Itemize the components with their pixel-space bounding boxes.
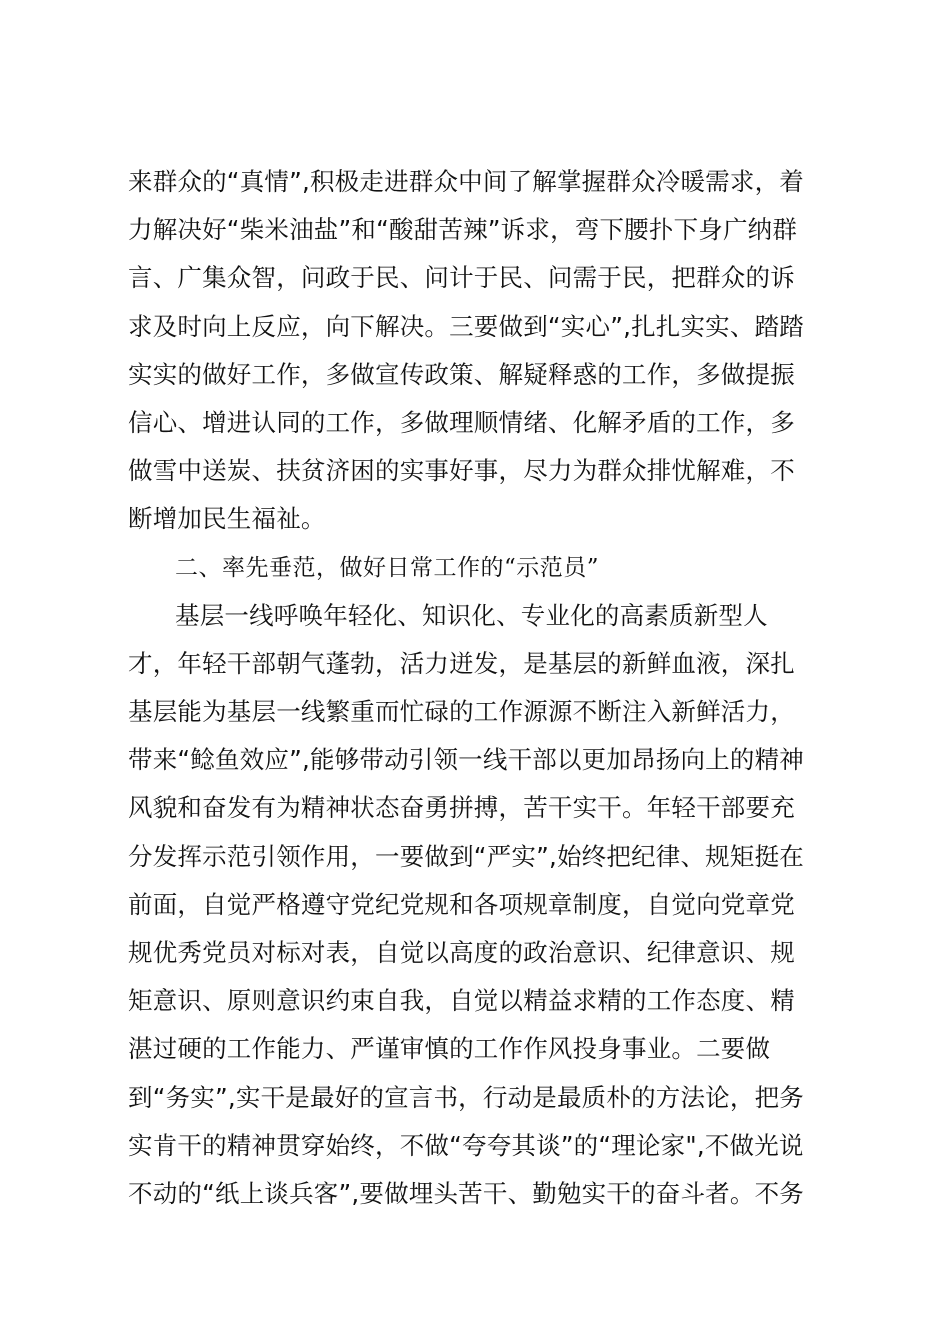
text-line: 做雪中送炭、扶贫济困的实事好事，尽力为群众排忧解难，不 xyxy=(128,456,795,486)
text-line: 基层能为基层一线繁重而忙碌的工作源源不断注入新鲜活力， xyxy=(128,697,795,727)
text-line: 实实的做好工作，多做宣传政策、解疑释惑的工作，多做提振 xyxy=(128,359,795,389)
text-line: 湛过硬的工作能力、严谨审慎的工作作风投身事业。二要做 xyxy=(128,1034,771,1064)
text-line: 前面，自觉严格遵守党纪党规和各项规章制度，自觉向党章党 xyxy=(128,889,795,919)
text-line: 来群众的“真情”,积极走进群众中间了解掌握群众冷暖需求，着 xyxy=(128,167,804,196)
text-line: 风貌和奋发有为精神状态奋勇拼搏，苦干实干。年轻干部要充 xyxy=(128,793,795,823)
text-line: 力解决好“柴米油盐”和“酸甜苦辣”诉求，弯下腰扑下身广纳群 xyxy=(128,215,798,245)
text-line: 到“务实”,实干是最好的宣言书，行动是最质朴的方法论，把务 xyxy=(128,1082,804,1112)
text-line: 分发挥示范引领作用，一要做到“严实”,始终把纪律、规矩挺在 xyxy=(128,841,804,871)
text-line: 不动的“纸上谈兵客”,要做埋头苦干、勤勉实干的奋斗者。不务 xyxy=(128,1178,804,1208)
section-heading: 二、率先垂范，做好日常工作的“示范员” xyxy=(175,554,600,581)
text-line: 才，年轻干部朝气蓬勃，活力迸发，是基层的新鲜血液，深扎 xyxy=(128,648,795,678)
body-text xyxy=(128,158,828,1218)
paragraph-first-line: 基层一线呼唤年轻化、知识化、专业化的高素质新型人 xyxy=(175,600,768,630)
text-line: 实肯干的精神贯穿始终，不做“夸夸其谈”的“理论家",不做光说 xyxy=(128,1130,804,1160)
text-line: 言、广集众智，问政于民、问计于民、问需于民，把群众的诉 xyxy=(128,263,795,293)
text-line: 求及时向上反应，向下解决。三要做到“实心”,扎扎实实、踏踏 xyxy=(128,311,804,341)
text-line: 信心、增进认同的工作，多做理顺情绪、化解矛盾的工作，多 xyxy=(128,407,795,437)
text-line: 断增加民生福祉。 xyxy=(128,504,326,534)
text-line: 矩意识、原则意识约束自我，自觉以精益求精的工作态度、精 xyxy=(128,986,795,1016)
text-line: 规优秀党员对标对表，自觉以高度的政治意识、纪律意识、规 xyxy=(128,938,795,967)
text-line: 带来“鲶鱼效应”,能够带动引领一线干部以更加昂扬向上的精神 xyxy=(128,745,804,775)
